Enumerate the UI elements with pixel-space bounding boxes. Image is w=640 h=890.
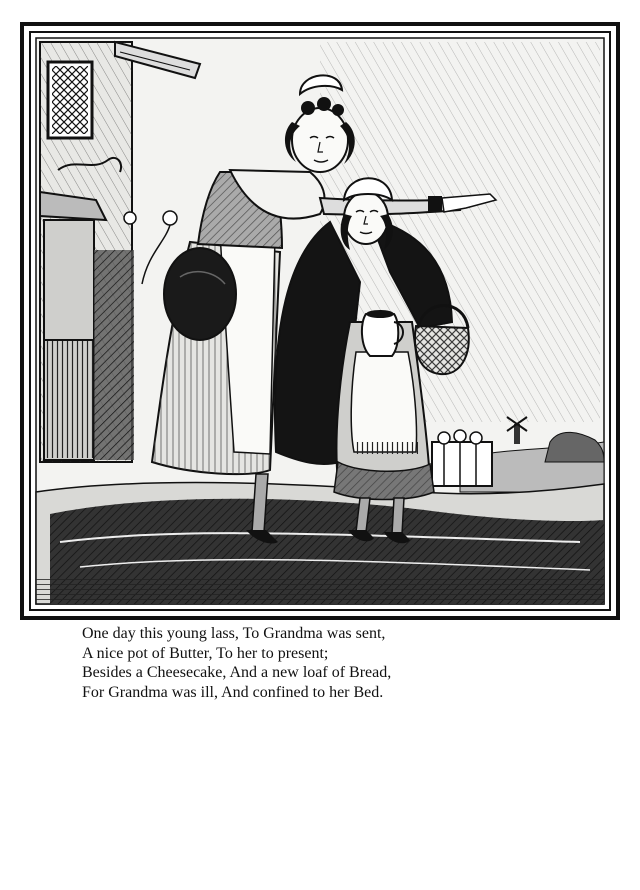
verse-line-4: For Grandma was ill, And confined to her Bed. [82,683,384,701]
verse-line-2: A nice pot of Butter, To her to present; [82,644,329,662]
verse-text [82,624,602,702]
woodcut-illustration [20,22,620,620]
ground [36,483,604,604]
woodcut-svg [20,22,620,620]
verse-line-3: Besides a Cheesecake, And a new loaf of Bread, [82,664,392,681]
verse-line-1: One day this young lass, To Grandma was sent, [82,625,386,642]
